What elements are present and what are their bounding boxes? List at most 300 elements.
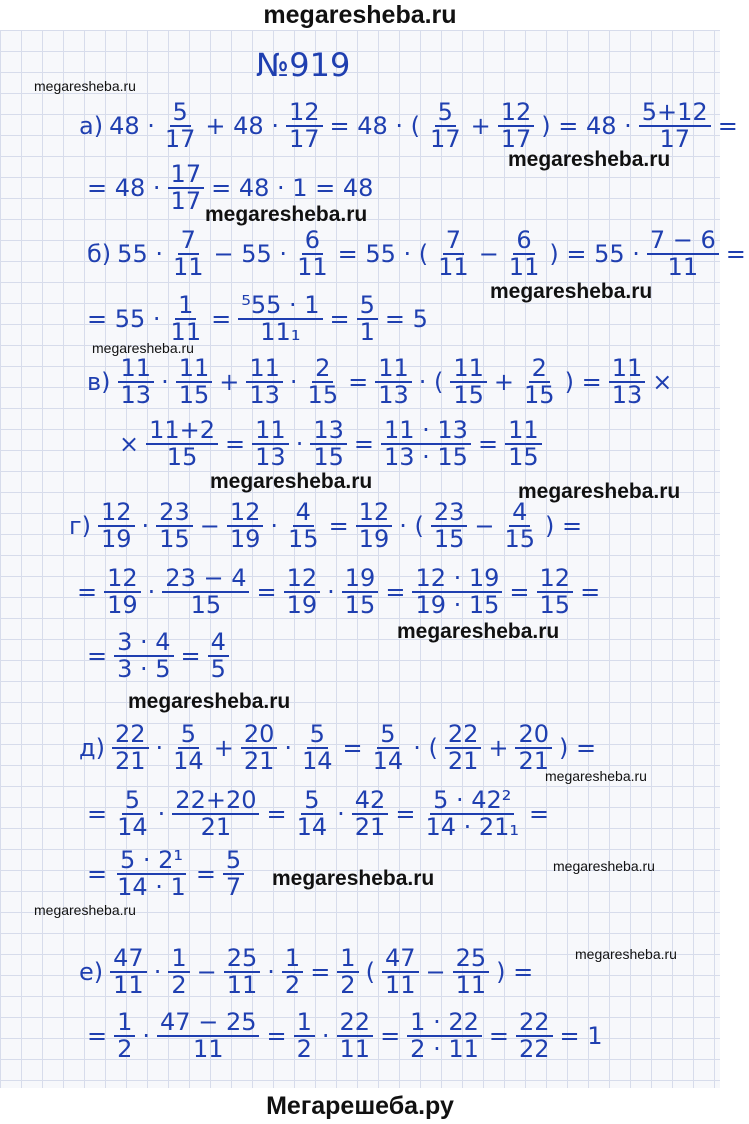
denominator: 19 (100, 525, 132, 554)
numerator: 25 (224, 946, 261, 973)
term: 55 · (117, 240, 163, 269)
denominator: 2 (171, 971, 187, 1000)
fraction (284, 566, 321, 618)
numerator: 5 · 42² (430, 788, 514, 815)
denominator: 13 (120, 381, 152, 410)
term: = (348, 368, 369, 397)
numerator: 19 (342, 566, 379, 593)
term: = (509, 578, 530, 607)
watermark-big: megaresheba.ru (272, 867, 435, 890)
numerator: 17 (168, 162, 205, 189)
term: = (87, 860, 108, 889)
term: = (488, 1022, 509, 1051)
numerator: 1 · 22 (407, 1010, 482, 1037)
term: = (266, 1022, 287, 1051)
fraction (521, 356, 558, 408)
term: = (87, 1022, 108, 1051)
denominator: 19 (286, 591, 318, 620)
term: = 55 · ( (337, 240, 429, 269)
numerator: 11 (609, 356, 646, 383)
fraction (170, 228, 207, 280)
denominator: 15 (508, 443, 539, 472)
numerator: 12 (104, 566, 141, 593)
fraction (112, 722, 149, 774)
fraction (285, 500, 322, 552)
solution-d-line-1 (76, 722, 599, 774)
fraction (114, 788, 151, 840)
fraction (445, 722, 482, 774)
denominator: 14 (117, 813, 148, 842)
denominator: 15 (433, 525, 465, 554)
denominator: 11 (170, 318, 202, 347)
fraction (412, 566, 502, 618)
term: + (488, 734, 509, 763)
watermark-big: megaresheba.ru (397, 620, 560, 643)
denominator: 15 (288, 525, 319, 554)
solution-g-line-3 (84, 630, 233, 682)
term: − (425, 958, 446, 987)
term: ( (365, 958, 375, 987)
term: · ( (413, 734, 438, 763)
term: − 55 · (213, 240, 288, 269)
numerator: 1 (168, 946, 189, 973)
denominator: 1 (359, 318, 375, 347)
fraction (238, 293, 322, 345)
fraction (352, 788, 389, 840)
numerator: 25 (453, 946, 490, 973)
term: · (141, 512, 150, 541)
site-footer[interactable]: Мегарешеба.ру (266, 1092, 454, 1120)
fraction (162, 100, 199, 152)
denominator: 13 (378, 381, 409, 410)
denominator: 11 (297, 253, 328, 282)
denominator: 17 (430, 125, 461, 154)
term: · (289, 368, 298, 397)
denominator: 15 (344, 591, 376, 620)
denominator: 15 (190, 591, 222, 620)
term: = (87, 642, 108, 671)
numerator: 4 (208, 630, 229, 657)
solution-d-line-3 (84, 848, 248, 900)
denominator: 13 · 15 (383, 443, 468, 472)
denominator: 21 (354, 813, 386, 842)
fraction (176, 356, 213, 408)
fraction (294, 788, 331, 840)
term: = 5 (384, 305, 428, 334)
term: − (478, 240, 499, 269)
numerator: 13 (310, 418, 347, 445)
numerator: 11 (246, 356, 283, 383)
fraction (114, 1010, 135, 1062)
numerator: 5 (357, 293, 378, 320)
numerator: 5 (170, 100, 191, 127)
fraction (168, 162, 205, 214)
fraction (337, 1010, 374, 1062)
term: = (725, 240, 746, 269)
watermark-small: megaresheba.ru (92, 340, 194, 356)
numerator: 47 − 25 (157, 1010, 259, 1037)
term: − (474, 512, 495, 541)
numerator: 11 (118, 356, 155, 383)
term: = (385, 578, 406, 607)
term: = (180, 642, 201, 671)
item-label: г) (69, 512, 91, 541)
numerator: 12 (227, 500, 264, 527)
term: = (342, 734, 363, 763)
item-label: е) (79, 958, 104, 987)
numerator: 22 (445, 722, 482, 749)
denominator: 5 (210, 655, 226, 684)
term: = 48 · (87, 174, 161, 203)
denominator: 14 (302, 747, 333, 776)
fraction (453, 946, 490, 998)
term: ) = 48 · (541, 112, 632, 141)
numerator: 22 (112, 722, 149, 749)
denominator: 2 (117, 1035, 133, 1064)
fraction (505, 418, 542, 470)
term: + (219, 368, 240, 397)
term: = (353, 430, 374, 459)
numerator: 5 (377, 722, 398, 749)
fraction (516, 1010, 553, 1062)
watermark-big: megaresheba.ru (518, 480, 681, 503)
numerator: 20 (241, 722, 278, 749)
numerator: 11 (252, 418, 289, 445)
numerator: 42 (352, 788, 389, 815)
fraction (146, 418, 218, 470)
numerator: 6 (513, 228, 534, 255)
watermark-small: megaresheba.ru (545, 768, 647, 784)
denominator: 2 (284, 971, 301, 1000)
term: · (267, 958, 275, 987)
term: = 48 · 1 = 48 (211, 174, 374, 203)
numerator: 7 − 6 (647, 228, 719, 255)
numerator: 5 (301, 788, 322, 815)
fraction (172, 788, 259, 840)
denominator: 14 (296, 813, 328, 842)
denominator: 13 (249, 381, 280, 410)
term: · (153, 958, 162, 987)
term: · ( (418, 368, 444, 397)
denominator: 15 (453, 381, 484, 410)
fraction (168, 293, 205, 345)
fraction (157, 1010, 259, 1062)
numerator: 47 (382, 946, 419, 973)
numerator: 20 (515, 722, 552, 749)
denominator: 7 (225, 873, 242, 902)
denominator: 21 (114, 747, 146, 776)
fraction (114, 848, 189, 900)
numerator: ⁵55 · 1 (238, 293, 322, 320)
term: = (529, 800, 550, 829)
watermark-small: megaresheba.ru (575, 946, 677, 962)
term: · ( (399, 512, 424, 541)
numerator: 23 − 4 (162, 566, 249, 593)
numerator: 11 (375, 356, 412, 383)
solution-b-line-1 (84, 228, 749, 280)
fraction (252, 418, 289, 470)
numerator: 12 (98, 500, 135, 527)
denominator: 15 (307, 381, 339, 410)
denominator: 11 (508, 253, 540, 282)
numerator: 5 · 2¹ (117, 848, 186, 875)
numerator: 4 (293, 500, 314, 527)
denominator: 11 (455, 971, 487, 1000)
solution-g-line-1 (66, 500, 585, 552)
numerator: 3 · 4 (114, 630, 173, 657)
fraction (294, 1010, 315, 1062)
term: · (270, 512, 279, 541)
numerator: 11 (176, 356, 213, 383)
solution-g-line-2 (74, 566, 603, 618)
numerator: 5 (178, 722, 199, 749)
fraction (407, 1010, 482, 1062)
fraction (294, 228, 331, 280)
fraction (506, 228, 543, 280)
term: = (717, 112, 738, 141)
fraction (537, 566, 574, 618)
term: = (380, 1022, 401, 1051)
fraction (357, 293, 378, 345)
fraction (502, 500, 539, 552)
fraction (382, 946, 419, 998)
item-label: б) (87, 240, 112, 269)
term: = (329, 305, 350, 334)
term: ) = (545, 512, 583, 541)
numerator: 22 (516, 1010, 553, 1037)
denominator: 3 · 5 (117, 655, 171, 684)
numerator: 11 · 13 (381, 418, 471, 445)
term: = (195, 860, 216, 889)
denominator: 2 (296, 1035, 312, 1064)
denominator: 15 (178, 381, 210, 410)
fraction (114, 630, 173, 682)
fraction (342, 566, 379, 618)
fraction (224, 946, 261, 998)
denominator: 19 (358, 525, 390, 554)
solution-b-line-2 (84, 293, 431, 345)
term: = (395, 800, 416, 829)
item-label: д) (79, 734, 105, 763)
fraction (246, 356, 283, 408)
fraction (305, 356, 342, 408)
fraction (422, 788, 522, 840)
term: = (211, 305, 232, 334)
term: 48 · (109, 112, 155, 141)
term: × (119, 430, 140, 459)
numerator: 1 (294, 1010, 315, 1037)
term: + (493, 368, 515, 397)
fraction (427, 100, 464, 152)
term: · (321, 1022, 330, 1051)
solution-e-line-2 (84, 1010, 606, 1062)
denominator: 19 (229, 525, 261, 554)
denominator: 11 (226, 971, 258, 1000)
item-label: в) (87, 368, 111, 397)
fraction (227, 500, 264, 552)
term: − (199, 512, 220, 541)
numerator: 12 (356, 500, 393, 527)
term: · (142, 1022, 151, 1051)
denominator: 15 (539, 591, 571, 620)
numerator: 1 (282, 946, 303, 973)
denominator: 14 · 21₁ (425, 813, 520, 842)
numerator: 7 (178, 228, 199, 255)
numerator: 12 (498, 100, 535, 127)
numerator: 5 (435, 100, 456, 127)
term: = (87, 800, 108, 829)
denominator: 22 (518, 1035, 550, 1064)
fraction (647, 228, 719, 280)
term: = (580, 578, 601, 607)
fraction (208, 630, 229, 682)
fraction (118, 356, 155, 408)
denominator: 2 (340, 971, 356, 1000)
fraction (168, 946, 189, 998)
numerator: 1 (175, 293, 196, 320)
solution-v-line-2 (116, 418, 546, 470)
fraction (337, 946, 358, 998)
denominator: 11 (384, 971, 416, 1000)
watermark-big: megaresheba.ru (508, 148, 671, 171)
numerator: 12 (284, 566, 321, 593)
numerator: 5+12 (639, 100, 711, 127)
fraction (282, 946, 303, 998)
term: · (147, 578, 156, 607)
denominator: 17 (288, 125, 320, 154)
denominator: 13 (611, 381, 643, 410)
term: ) = (564, 368, 602, 397)
denominator: 21 (200, 813, 232, 842)
numerator: 12 · 19 (412, 566, 502, 593)
denominator: 13 (255, 443, 286, 472)
fraction (609, 356, 646, 408)
fraction (241, 722, 278, 774)
denominator: 15 (159, 525, 190, 554)
denominator: 15 (504, 525, 536, 554)
fraction (450, 356, 487, 408)
fraction (299, 722, 336, 774)
numerator: 7 (443, 228, 464, 255)
problem-number: №919 (256, 46, 351, 84)
solution-a-line-1 (76, 100, 741, 152)
numerator: 22 (337, 1010, 374, 1037)
term: = (256, 578, 277, 607)
numerator: 2 (312, 356, 333, 383)
denominator: 14 · 1 (117, 873, 186, 902)
term: + (470, 112, 491, 141)
fraction (162, 566, 249, 618)
denominator: 15 (166, 443, 198, 472)
numerator: 22+20 (172, 788, 259, 815)
denominator: 17 (500, 125, 532, 154)
watermark-small: megaresheba.ru (553, 858, 655, 874)
numerator: 5 (223, 848, 244, 875)
denominator: 11₁ (260, 318, 301, 347)
numerator: 6 (302, 228, 323, 255)
fraction (370, 722, 407, 774)
denominator: 11 (339, 1035, 371, 1064)
fraction (310, 418, 347, 470)
watermark-big: megaresheba.ru (205, 203, 368, 226)
numerator: 23 (431, 500, 468, 527)
term: = (225, 430, 246, 459)
denominator: 19 · 15 (415, 591, 500, 620)
item-label: а) (79, 112, 104, 141)
term: ) = 55 · (549, 240, 640, 269)
fraction (110, 946, 147, 998)
term: = 48 · ( (329, 112, 421, 141)
site-title[interactable]: megaresheba.ru (263, 1, 457, 29)
denominator: 15 (313, 443, 344, 472)
fraction (515, 722, 552, 774)
denominator: 17 (659, 125, 691, 154)
numerator: 2 (529, 356, 550, 383)
numerator: 5 (307, 722, 328, 749)
fraction (498, 100, 535, 152)
numerator: 5 (122, 788, 143, 815)
term: · (284, 734, 292, 763)
denominator: 11 (113, 971, 144, 1000)
fraction (223, 848, 244, 900)
numerator: 1 (337, 946, 358, 973)
denominator: 19 (107, 591, 138, 620)
numerator: 1 (114, 1010, 135, 1037)
term: = (310, 958, 331, 987)
fraction (431, 500, 468, 552)
term: = 55 · (87, 305, 161, 334)
fraction (639, 100, 711, 152)
denominator: 14 (372, 747, 404, 776)
fraction (156, 500, 193, 552)
denominator: 21 (518, 747, 550, 776)
term: = (328, 512, 349, 541)
term: = (266, 800, 287, 829)
term: · (337, 800, 345, 829)
term: · (295, 430, 304, 459)
fraction (286, 100, 323, 152)
numerator: 4 (509, 500, 530, 527)
denominator: 2 · 11 (410, 1035, 479, 1064)
numerator: 23 (156, 500, 193, 527)
fraction (381, 418, 471, 470)
denominator: 17 (170, 187, 202, 216)
numerator: 11+2 (146, 418, 218, 445)
solution-d-line-2 (84, 788, 552, 840)
solution-v-line-1 (84, 356, 675, 408)
solution-e-line-1 (76, 946, 536, 998)
term: · (327, 578, 335, 607)
term: ) = (496, 958, 534, 987)
denominator: 11 (667, 253, 699, 282)
watermark-small: megaresheba.ru (34, 902, 136, 918)
numerator: 11 (450, 356, 487, 383)
term: = (77, 578, 98, 607)
fraction (104, 566, 141, 618)
watermark-big: megaresheba.ru (128, 690, 291, 713)
term: · (155, 734, 164, 763)
term: ) = (559, 734, 597, 763)
term: + 48 · (205, 112, 279, 141)
denominator: 14 (173, 747, 204, 776)
numerator: 12 (286, 100, 323, 127)
denominator: 15 (524, 381, 555, 410)
denominator: 21 (243, 747, 275, 776)
numerator: 11 (505, 418, 542, 445)
term: − (196, 958, 217, 987)
fraction (375, 356, 412, 408)
denominator: 11 (438, 253, 469, 282)
